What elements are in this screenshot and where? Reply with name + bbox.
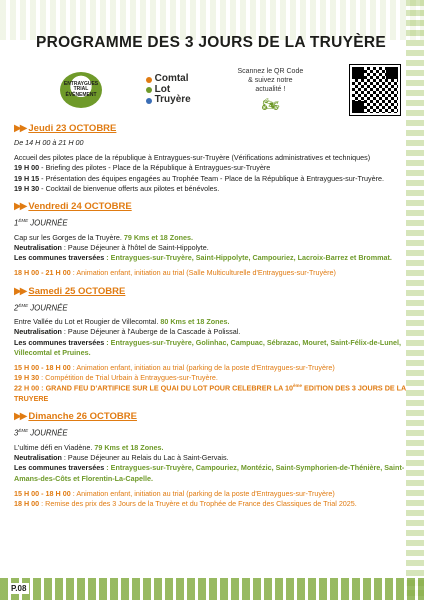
program-line: Accueil des pilotes place de la république à Entraygues-sur-Truyère (Vérifications administratives et techniques) [14,153,371,163]
dot-icon [146,98,152,104]
motorbike-icon: 🏍 [261,95,280,112]
right-decoration [406,0,424,600]
day-title: Vendredi 24 OCTOBRE [28,201,132,213]
journee-label: 2ÈME JOURNÉE [14,302,68,313]
day-heading-saturday [14,286,408,297]
comtal-word: Comtal [154,73,189,85]
qr-caption-block [234,67,306,112]
lot-word: Lot [154,83,171,95]
program-line: 22 H 00 : GRAND FEU D'ARTIFICE SUR LE QUAI DU LOT POUR CELEBRER LA 10ème EDITION DES 3 JOURS DE LA TRUYERE [14,383,406,404]
qr-code[interactable] [350,65,400,115]
program-line: Neutralisation : Pause Déjeuner à l'Auberge de la Cascade à Polissal. [14,327,241,337]
truyere-word: Truyère [154,94,191,106]
program-line: Les communes traversées : Entraygues-sur-Truyère, Campouriez, Montézic, Saint-Symphorien-de-Thénière, Saint-Amans-des-Côts et Florentin-La-Capelle. [14,463,405,483]
arrow-icon: ▶▶ [14,285,26,297]
day-title: Samedi 25 OCTOBRE [28,285,126,297]
program-line: Les communes traversées : Entraygues-sur-Truyère, Saint-Hippolyte, Campouriez, Lacroix-Barrez et Brommat. [14,253,392,263]
arrow-icon: ▶▶ [14,201,26,213]
program-line: 19 H 30 - Cocktail de bienvenue offerts aux pilotes et bénévoles. [14,183,220,193]
program-line: Neutralisation : Pause Déjeuner au Relais du Lac à Saint-Gervais. [14,453,229,463]
program-line: Cap sur les Gorges de la Truyère. 79 Kms et 18 Zones. [14,232,193,242]
program-line: Les communes traversées : Entraygues-sur-Truyère, Golinhac, Campuac, Sébrazac, Mouret, Saint-Félix-de-Lunel, Villecomtal et Pruines. [14,337,402,357]
day-heading-friday [14,201,408,212]
program-line: 19 H 15 - Présentation des équipes engagées au Trophée Team - Place de la République à Entraygues-sur-Truyère. [14,173,384,183]
program-line: 15 H 00 - 18 H 00 : Animation enfant, initiation au trial (parking de la poste d'Entraygues-sur-Truyère) [14,488,335,498]
day-heading-thursday [14,123,408,134]
comtal-lot-truyere-logo [146,74,191,106]
arrow-icon: ▶▶ [14,123,26,134]
program-line: 19 H 30 : Compétition de Trial Urbain à Entraygues-sur-Truyère. [14,373,218,383]
event-logo [60,72,102,108]
hours: De 14 H 00 à 21 H 00 [14,138,84,147]
program-line: Neutralisation : Pause Déjeuner à l'hôtel de Saint-Hippolyte. [14,242,209,252]
day-title: Dimanche 26 OCTOBRE [28,411,137,423]
program-page [14,34,408,574]
qr-caption: Scannez le QR Code & suivez notre actualité ! [237,68,304,94]
arrow-icon: ▶▶ [14,411,26,423]
program-line: 18 H 00 - 21 H 00 : Animation enfant, initiation au trial (Salle Multiculturelle d'Entraygues-sur-Truyère) [14,268,336,278]
header-logos [14,64,408,116]
dot-icon [146,77,152,83]
journee-label: 1ÈME JOURNÉE [14,218,68,228]
journee-label: 3ÈME JOURNÉE [14,428,68,438]
page-number: P.08 [8,583,29,594]
program-line: 18 H 00 : Remise des prix des 3 Jours de la Truyère et du Trophée de France des Classiques de Trial 2025. [14,498,357,508]
dot-icon [146,87,152,93]
page-title: PROGRAMME DES 3 JOURS DE LA TRUYÈRE [35,34,387,51]
program-line: Entre Vallée du Lot et Rougier de Villecomtal. 80 Kms et 18 Zones. [14,317,230,327]
event-logo-text: ENTRAYGUES TRIAL ÉVÉNEMENT [63,80,99,98]
program-line: L'ultime défi en Viadène. 79 Kms et 18 Zones. [14,442,164,452]
day-heading-sunday [14,411,408,422]
program-line: 15 H 00 - 18 H 00 : Animation enfant, initiation au trial (parking de la poste d'Entraygues-sur-Truyère) [14,363,335,373]
footer-decoration [0,578,424,600]
program-line: 19 H 00 - Briefing des pilotes - Place de la République à Entraygues-sur-Truyère [14,163,271,173]
day-title: Jeudi 23 OCTOBRE [28,123,117,134]
